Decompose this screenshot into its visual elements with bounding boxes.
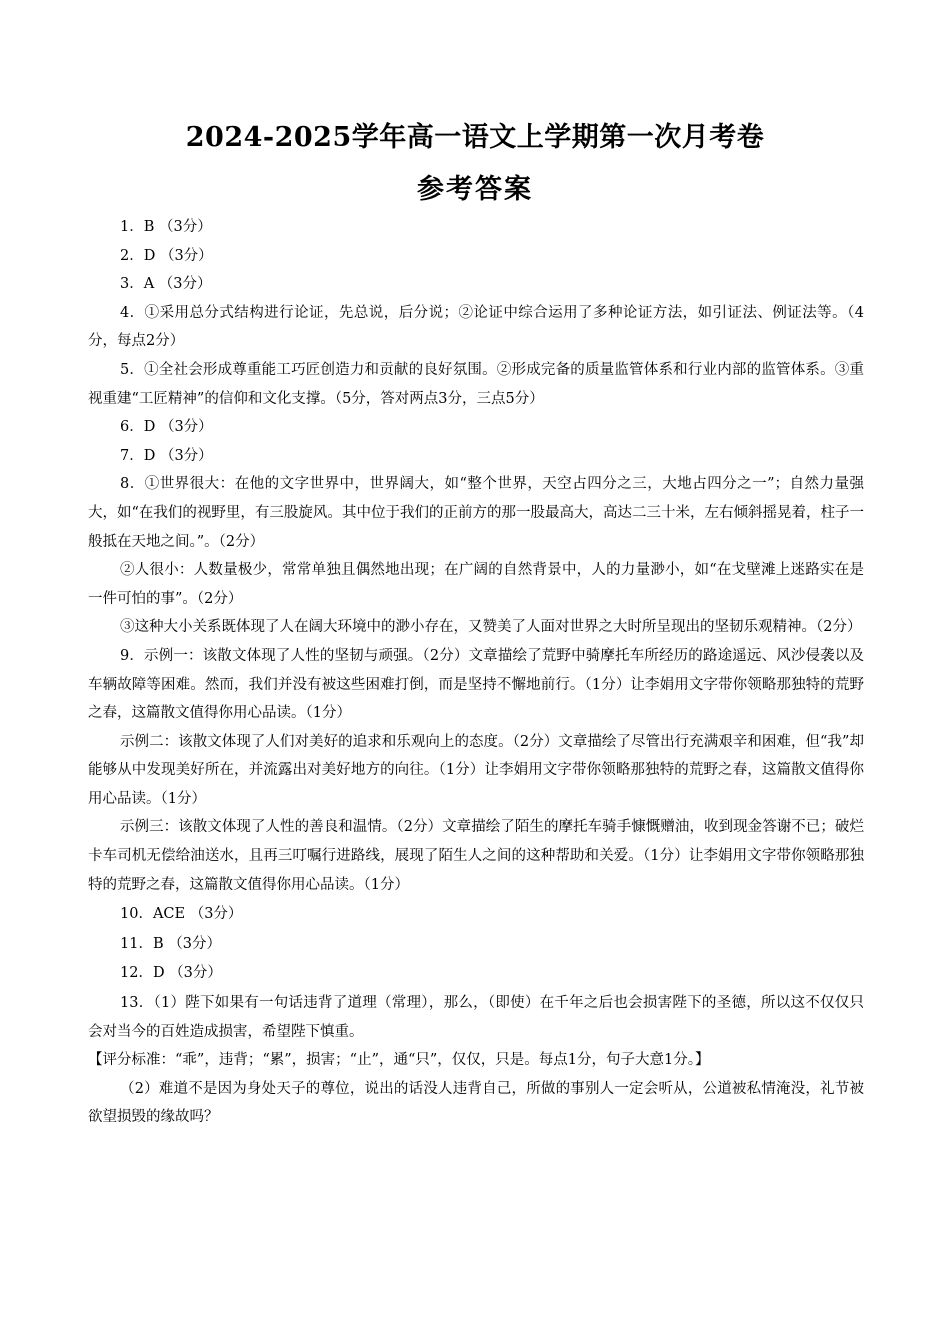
answer-key-heading: 参考答案 [417,174,533,205]
answer-9-example-1: 9．示例一：该散文体现了人性的坚韧与顽强。（2分）文章描绘了荒野中骑摩托车所经历的路途遥远、风沙侵袭以及车辆故障等困难。然而，我们并没有被这些困难打倒，而是坚持不懈地前行。（1分）让李娟用文字带你领略那独特的荒野之春，这篇散文值得你用心品读。（1分） [88,647,864,722]
answer-13-part-2: （2）难道不是因为身处天子的尊位，说出的话没人违背自己，所做的事别人一定会听从，公道被私情淹没，礼节被欲望损毁的缘故吗？ [88,1080,864,1126]
answer-7: 7．D （3分） [120,447,213,464]
answer-13-part-1: 13．（1）陛下如果有一句话违背了道理（常理），那么，（即使）在千年之后也会损害陛下的圣德，所以这不仅仅只会对当今的百姓造成损害，希望陛下慎重。 [88,995,864,1040]
answer-body [88,213,864,1132]
answer-9-example-3: 示例三：该散文体现了人性的善良和温情。（2分）文章描绘了陌生的摩托车骑手慷慨赠油，收到现金答谢不已；破烂卡车司机无偿给油送水，且再三叮嘱行进路线，展现了陌生人之间的这种帮助和关爱。（1分）让李娟用文字带你领略那独特的荒野之春，这篇散文值得你用心品读。（1分） [88,819,864,893]
scoring-criteria: 【评分标准：“乖”，违背；“累”，损害；“止”，通“只”，仅仅，只是。每点1分，句子大意1分。】 [88,1052,710,1069]
answer-6: 6．D （3分） [120,419,213,436]
answer-3: 3．A （3分） [120,276,212,293]
answer-10: 10．ACE （3分） [120,906,243,923]
answer-8-part-3: ③这种大小关系既体现了人在阔大环境中的渺小存在，又赞美了人面对世界之大时所呈现出的坚韧乐观精神。（2分） [120,619,862,636]
answer-5: 5．①全社会形成尊重能工巧匠创造力和贡献的良好氛围。②形成完备的质量监管体系和行业内部的监管体系。③重视重建“工匠精神”的信仰和文化支撑。（5分，答对两点3分，三点5分） [88,361,864,407]
answer-4: 4．①采用总分式结构进行论证，先总说，后分说；②论证中综合运用了多种论证方法，如引证法、例证法等。（4分，每点2分） [88,304,864,350]
exam-title: 2024-2025学年高一语文上学期第一次月考卷 [185,122,765,153]
answer-1: 1．B （3分） [120,219,212,235]
answer-8-part-1: 8．①世界很大：在他的文字世界中，世界阔大，如“整个世界，天空占四分之三，大地占四分之一”；自然力量强大，如“在我们的视野里，有三股旋风。其中位于我们的正前方的那一股最高大，高达二三十米，左右倾斜摇晃着，柱子一般抵在天地之间。”。（2分） [88,476,864,550]
answer-9-example-2: 示例二：该散文体现了人们对美好的追求和乐观向上的态度。（2分）文章描绘了尽管出行充满艰辛和困难，但“我”却能够从中发现美好所在，并流露出对美好地方的向往。（1分）让李娟用文字带你领略那独特的荒野之春，这篇散文值得你用心品读。（1分） [88,733,864,807]
answer-11: 11．B （3分） [120,935,221,952]
answer-2: 2．D （3分） [120,247,213,264]
answer-8-part-2: ②人很小：人数量极少，常常单独且偶然地出现；在广阔的自然背景中，人的力量渺小，如“在戈壁滩上迷路实在是一件可怕的事”。（2分） [88,562,864,607]
answer-12: 12．D （3分） [120,965,222,982]
